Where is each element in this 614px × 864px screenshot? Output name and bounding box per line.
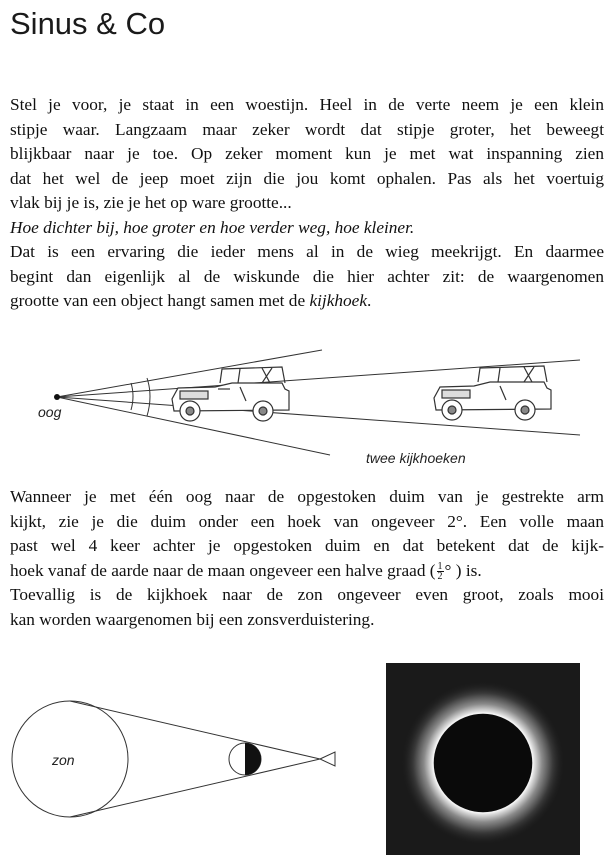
eye-label: oog: [38, 404, 62, 420]
jeep-far: [434, 366, 551, 420]
intro-paragraph: [10, 93, 604, 314]
text-fragment: ° ) is.: [444, 560, 482, 580]
text-line: Stel je voor, je staat in een woestijn. Heel in de verte neem je een klein: [10, 95, 604, 114]
text-line: vlak bij je is, zie je het op ware grootte...: [10, 193, 292, 212]
text-line: dat het wel de jeep moet zijn die jou komt ophalen. Pas als het voertuig: [10, 168, 604, 188]
text-fragment: grootte van een object hangt samen met de: [10, 291, 310, 310]
moon-shape: [229, 743, 261, 775]
text-line: blijkbaar naar je toe. Op zeker moment kun je met wat inspanning zien: [10, 144, 604, 163]
text-line: Toevallig is de kijkhoek naar de zon ongeveer even groot, zoals mooi: [10, 585, 604, 604]
page-title: Sinus & Co: [10, 6, 166, 41]
text-line: [10, 559, 604, 584]
eye-dot: [54, 394, 60, 400]
viewing-angle-figure: [0, 343, 614, 473]
half-fraction: [437, 562, 444, 581]
text-line: begint dan eigenlijk al de wiskunde die hier achter zit: de waargenomen: [10, 266, 604, 286]
text-line: past wel 4 keer achter je opgestoken duim en dat betekent dat de kijk-: [10, 536, 604, 555]
fraction-numerator: 1: [437, 561, 443, 573]
fraction-denominator: 2: [437, 571, 443, 583]
sun-label: zon: [52, 752, 75, 768]
thumb-paragraph: [10, 485, 604, 632]
text-fragment: hoek vanaf de aarde naar de maan ongeveer een halve graad (: [10, 560, 436, 580]
text-line: kan worden waargenomen bij een zonsverduistering.: [10, 609, 375, 629]
text-line: Wanneer je met één oog naar de opgestoken duim van je gestrekte arm: [10, 487, 604, 506]
text-line: kijkt, zie je die duim onder een hoek van ongeveer 2°. Een volle maan: [10, 511, 604, 531]
text-line: stipje waar. Langzaam maar zeker wordt dat stipje groter, het beweegt: [10, 119, 604, 139]
angles-label: twee kijkhoeken: [366, 450, 466, 466]
term-kijkhoek: kijkhoek: [309, 291, 368, 310]
text-line: Dat is een ervaring die ieder mens al in de wieg meekrijgt. En daarmee: [10, 242, 604, 261]
eye-icon: [320, 752, 335, 766]
text-fragment: .: [367, 291, 372, 310]
text-line: [10, 289, 604, 314]
angle-arc-outer: [147, 378, 150, 416]
emphasis-line: Hoe dichter bij, hoe groter en hoe verder weg, hoe kleiner.: [10, 217, 415, 237]
solar-eclipse-photo: [386, 663, 580, 855]
angle-arc-inner: [131, 383, 133, 410]
jeep-near: [172, 367, 289, 421]
